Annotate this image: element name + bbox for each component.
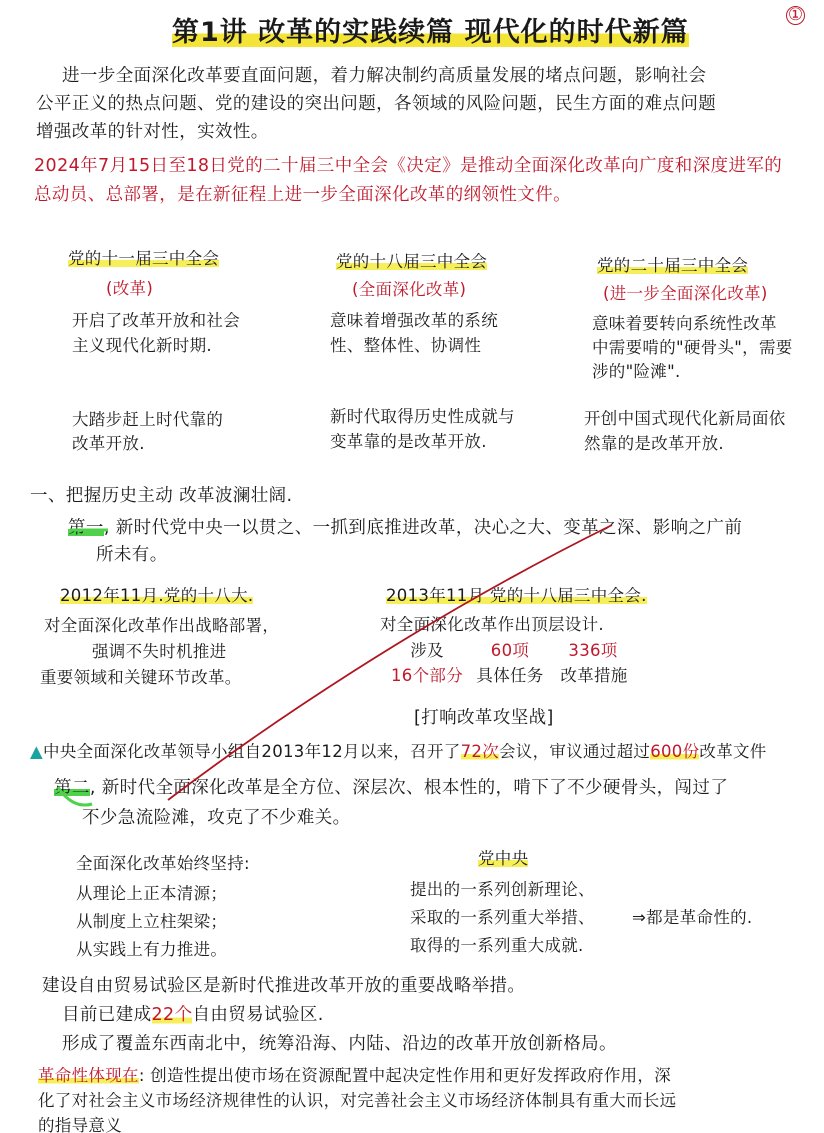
event-2012-line-3: 重要领域和关键环节改革。 [40,668,242,687]
event-2013-item-2-top: 60项 [490,641,530,660]
leading-group-meetings: 72次 [460,742,499,761]
event-2012-line-1: 对全面深化改革作出战略部署， [44,616,280,635]
revolutionary-conclusion: ⇒都是革命性的. [632,908,753,927]
ftz-line-2-prefix: 目前已建成 [62,1005,152,1025]
plenum-20-meaning-1: 意味着要转向系统性改革 [592,314,777,333]
event-2012-date: 2012年11月.党的十八大. [60,582,253,606]
event-2013-item-1-top: 涉及 [410,641,444,660]
revolution-line-3: 的指导意义 [38,1116,122,1133]
plenum-18-summary-2: 变革靠的是改革开放. [330,432,487,451]
plenum-11-summary-2: 改革开放. [72,434,145,453]
plenum-18-summary-1: 新时代取得历史性成就与 [330,407,515,426]
persist-item-1: 从理论上正本清源； [76,884,228,903]
event-2013-slogan: [打响改革攻坚战] [414,708,554,728]
revolution-line-2: 化了对社会主义市场经济规律性的认识，对完善社会主义市场经济体制具有重大而长远 [38,1091,677,1110]
event-2013-item-3-bottom: 改革措施 [560,666,628,685]
plenum-11-summary-1: 大踏步赶上时代靠的 [72,410,224,429]
event-2013-item-3-top: 336项 [568,641,618,660]
first-label: 第一 [68,518,104,538]
ftz-count: 22个 [151,1005,193,1025]
leading-group-prefix: 中央全面深化改革领导小组自2013年12月以来，召开了 [43,742,461,761]
plenum-20-meaning-2: 中需要啃的"硬骨头"，需要 [592,338,793,357]
plenum-11-tag: (改革) [106,279,154,298]
persist-heading: 全面深化改革始终坚持: [76,854,250,873]
plenum-11-meaning-1: 开启了改革开放和社会 [72,311,240,330]
plenum-20-meaning-3: 涉的"险滩". [592,362,681,381]
plenum-20-tag: (进一步全面深化改革) [603,284,768,303]
party-central-label: 党中央 [478,845,528,869]
persist-item-3: 从实践上有力推进。 [76,940,228,959]
revolution-text-1: : 创造性提出使市场在资源配置中起决定性作用和更好发挥政府作用，深 [138,1066,672,1085]
ftz-line-1: 建设自由贸易试验区是新时代推进改革开放的重要战略举措。 [42,976,526,996]
page-title: 第1讲 改革的实践续篇 现代化的时代新篇 [172,10,689,49]
event-2013-date: 2013年11月 党的十八届三中全会. [386,582,647,606]
plenum-18-name: 党的十八届三中全会 [336,248,487,272]
intro-line-2: 公平正义的热点问题、党的建设的突出问题，各领域的风险问题，民生方面的难点问题 [36,94,717,114]
plenum-11-name: 党的十一届三中全会 [68,245,219,269]
plenum-20-summary-1: 开创中国式现代化新局面依 [584,409,786,428]
intro-line-1: 进一步全面深化改革要直面问题，着力解决制约高质量发展的堵点问题，影响社会 [62,66,707,86]
leading-group-middle: 会议，审议通过超过 [499,742,651,761]
first-line-2: 所未有。 [96,545,168,565]
second-label: 第二 [54,778,90,798]
event-2012-line-2: 强调不失时机推进 [92,642,227,661]
plenum-18-meaning-1: 意味着增强改革的系统 [330,311,498,330]
decision-line-2: 总动员、总部署，是在新征程上进一步全面深化改革的纲领性文件。 [34,185,571,205]
plenum-20-name: 党的二十届三中全会 [597,252,748,276]
triangle-icon: ▲ [30,742,43,761]
plenum-20-summary-2: 然靠的是改革开放. [584,434,724,453]
first-text: , 新时代党中央一以贯之、一抓到底推进改革，决心之大、变革之深、影响之广前 [103,518,743,538]
ftz-line-2-suffix: 自由贸易试验区. [192,1005,324,1025]
revolution-label: 革命性体现在 [38,1066,139,1085]
decision-line-1: 2024年7月15日至18日党的二十届三中全会《决定》是推动全面深化改革向广度和深度进军的 [34,156,783,176]
second-line-2: 不少急流险滩，攻克了不少难关。 [82,808,351,828]
plenum-11-meaning-2: 主义现代化新时期. [72,336,212,355]
party-central-item-2: 采取的一系列重大举措、 [410,908,595,927]
plenum-18-tag: (全面深化改革) [352,280,467,299]
annotation-arrow-line [168,525,612,800]
plenum-18-meaning-2: 性、整体性、协调性 [330,336,482,355]
persist-item-2: 从制度上立柱架梁； [76,912,228,931]
party-central-item-3: 取得的一系列重大成就. [410,936,584,955]
event-2013-line: 对全面深化改革作出顶层设计. [380,615,604,634]
party-central-item-1: 提出的一系列创新理论、 [410,880,595,899]
event-2013-item-2-bottom: 具体任务 [476,666,544,685]
event-2013-item-1-bottom: 16个部分 [391,666,463,685]
section-1-heading: 一、把握历史主动 改革波澜壮阔. [30,486,293,506]
leading-group-docs: 600份 [650,742,700,761]
page-number: ① [787,5,804,25]
leading-group-suffix: 改革文件 [699,742,767,761]
second-text: , 新时代全面深化改革是全方位、深层次、根本性的，啃下了不少硬骨头，闯过了 [89,778,729,798]
second-underline-swoosh [58,787,92,805]
ftz-line-3: 形成了覆盖东西南北中，统筹沿海、内陆、沿边的改革开放创新格局。 [62,1034,617,1054]
intro-line-3: 增强改革的针对性，实效性。 [36,122,269,142]
